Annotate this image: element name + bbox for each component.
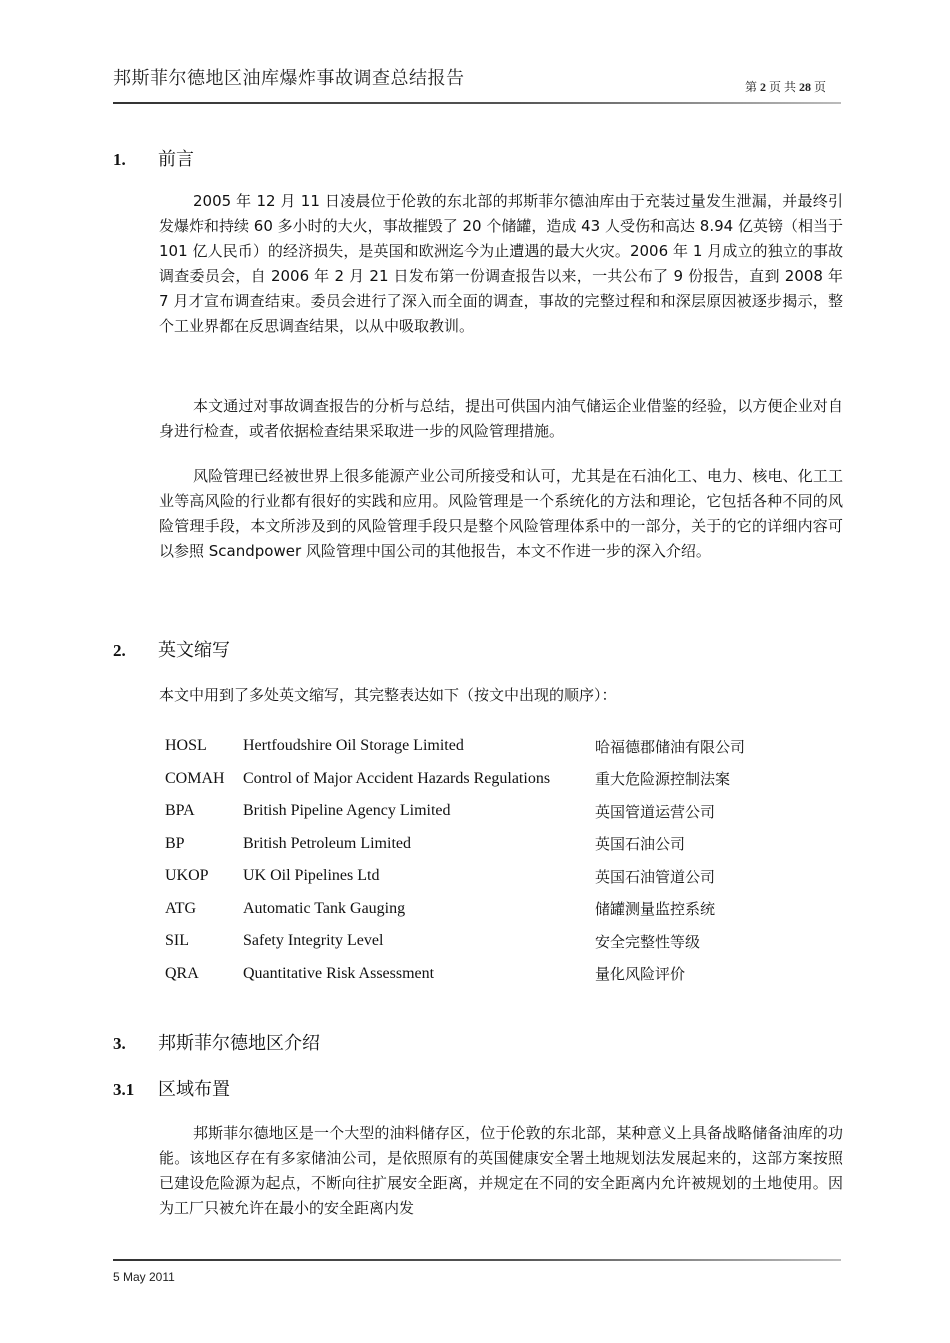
- section-title: 区域布置: [158, 1079, 230, 1100]
- page-indicator: [745, 78, 826, 95]
- table-row: [159, 828, 751, 861]
- table-row: [159, 763, 751, 796]
- section-1-heading: [113, 145, 194, 171]
- abbr-chinese: 量化风险评价: [595, 965, 686, 984]
- abbr-chinese: 英国石油管道公司: [595, 867, 716, 886]
- document-title: 邦斯菲尔德地区油库爆炸事故调查总结报告: [113, 68, 465, 89]
- abbr-code: SIL: [165, 932, 189, 950]
- abbr-chinese: 安全完整性等级: [595, 932, 701, 951]
- section-number: 2.: [113, 641, 126, 660]
- footer-divider: [113, 1259, 841, 1261]
- table-row: [159, 730, 751, 763]
- abbr-full: UK Oil Pipelines Ltd: [243, 867, 380, 885]
- abbr-full: Quantitative Risk Assessment: [243, 964, 435, 982]
- section-title: 英文缩写: [158, 640, 230, 661]
- section-2-intro: 本文中用到了多处英文缩写，其完整表达如下（按文中出现的顺序）：: [159, 686, 617, 704]
- section-3-1-paragraph-1: 邦斯菲尔德地区是一个大型的油料储存区，位于伦敦的东北部，某种意义上具备战略储备油库的功能。该地区存在有多家储油公司，是依照原有的英国健康安全署土地规划法发展起来的，这部方案按照已建设危险源为起点，不断向往扩展安全距离，并规定在不同的安全距离内允许被规划的土地使用。因为工厂只被允许在最小的安全距离内发: [159, 1124, 843, 1217]
- abbr-full: Automatic Tank Gauging: [243, 899, 406, 917]
- section-number: 3.1: [113, 1080, 135, 1099]
- page-current: 2: [760, 80, 767, 94]
- abbr-code: HOSL: [165, 737, 207, 755]
- table-row: [159, 925, 751, 958]
- abbr-code: QRA: [165, 964, 199, 982]
- abbr-chinese: 重大危险源控制法案: [595, 770, 731, 789]
- page-total: 28: [799, 80, 812, 94]
- page-prefix: 第: [745, 80, 758, 94]
- abbr-chinese: 哈福德郡储油有限公司: [595, 737, 746, 756]
- section-1-paragraph-1: 2005 年 12 月 11 日凌晨位于伦敦的东北部的邦斯菲尔德油库由于充装过量发生泄漏，并最终引发爆炸和持续 60 多小时的大火，事故摧毁了 20 个储罐，造成 43 人受伤和高达 8.94 亿英镑（相当于 101 亿人民币）的经济损失，是英国和欧洲迄今为止遭遇的最大火灾。2006 年 1 月成立的独立的事故调查委员会，自 2006 年 2 月 21 日发布第一份调查报告以来，一共公布了 9 份报告，直到 2008 年 7 月才宣布调查结束。委员会进行了深入而全面的调查，事故的完整过程和和深层原因被逐步揭示，整个工业界都在反思调查结果，以从中吸取教训。: [159, 192, 843, 335]
- abbr-chinese: 英国石油公司: [595, 835, 686, 854]
- section-2-heading: [113, 636, 230, 662]
- abbr-code: BP: [165, 834, 185, 852]
- abbr-full: British Petroleum Limited: [243, 834, 411, 852]
- section-number: 1.: [113, 150, 126, 169]
- table-row: [159, 795, 751, 828]
- footer-date: 5 May 2011: [113, 1270, 175, 1284]
- abbr-chinese: 储罐测量监控系统: [595, 900, 716, 919]
- abbr-code: COMAH: [165, 769, 225, 787]
- section-1-paragraph-3: 风险管理已经被世界上很多能源产业公司所接受和认可，尤其是在石油化工、电力、核电、化工工业等高风险的行业都有很好的实践和应用。风险管理是一个系统化的方法和理论，它包括各种不同的风险管理手段，本文所涉及到的风险管理手段只是整个风险管理体系中的一部分，关于的它的详细内容可以参照 Scandpower 风险管理中国公司的其他报告，本文不作进一步的深入介绍。: [159, 467, 843, 560]
- section-number: 3.: [113, 1034, 126, 1053]
- abbr-full: Control of Major Accident Hazards Regulations: [243, 769, 551, 787]
- page-suffix: 页: [814, 80, 827, 94]
- abbr-full: Safety Integrity Level: [243, 932, 384, 950]
- abbr-code: UKOP: [165, 867, 209, 885]
- table-row: [159, 860, 751, 893]
- abbr-full: Hertfoudshire Oil Storage Limited: [243, 737, 464, 755]
- page-middle: 页 共: [769, 80, 797, 94]
- abbr-full: British Pipeline Agency Limited: [243, 802, 451, 820]
- abbr-code: ATG: [165, 899, 197, 917]
- abbr-code: BPA: [165, 802, 195, 820]
- header-divider: [113, 102, 841, 104]
- abbr-chinese: 英国管道运营公司: [595, 802, 716, 821]
- abbreviation-table: [159, 730, 751, 990]
- section-1-paragraph-2: 本文通过对事故调查报告的分析与总结，提出可供国内油气储运企业借鉴的经验，以方便企业对自身进行检查，或者依据检查结果采取进一步的风险管理措施。: [159, 397, 843, 440]
- section-3-1-heading: [113, 1075, 230, 1101]
- table-row: [159, 893, 751, 926]
- section-title: 前言: [158, 149, 194, 170]
- table-row: [159, 958, 751, 991]
- section-title: 邦斯菲尔德地区介绍: [158, 1033, 320, 1054]
- section-3-heading: [113, 1029, 320, 1055]
